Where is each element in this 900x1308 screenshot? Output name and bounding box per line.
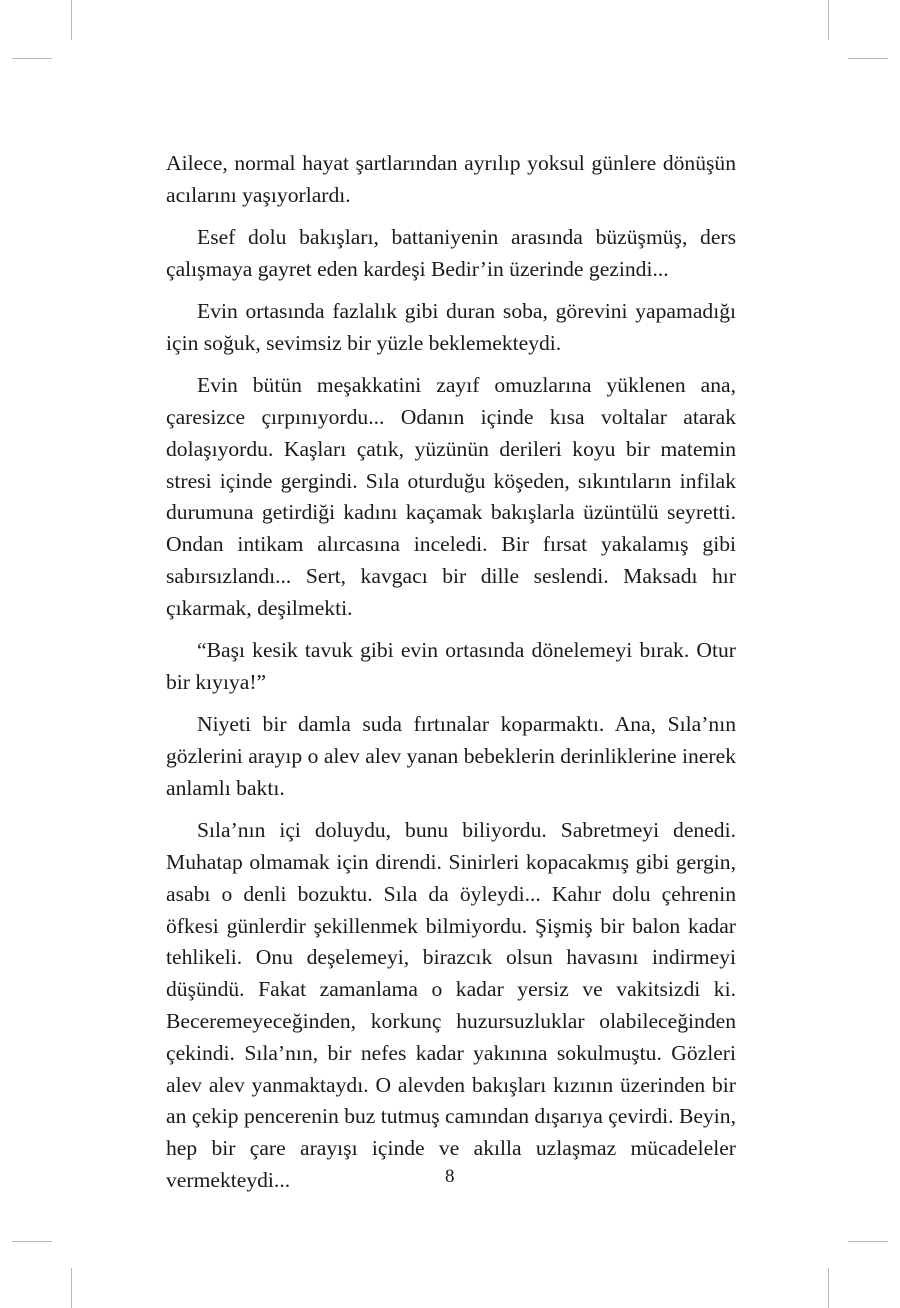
paragraph-4: Evin bütün meşakkatini zayıf omuzlarına yüklenen ana, çaresizce çırpınıyordu... Odanın içinde kısa voltalar atarak dolaşıyordu. Kaşları çatık, yüzünün derileri koyu bir matemin stresi içinde gergindi. Sıla oturduğu köşeden, sıkıntıların infilak durumuna getirdiği kadını kaçamak bakışlarla üzüntülü seyretti. Ondan intikam alırcasına inceledi. Bir fırsat yakalamış gibi sabırsızlandı... Sert, kavgacı bir dille seslendi. Maksadı hır çıkarmak, deşilmekti. [166,373,736,620]
paragraph-1: Ailece, normal hayat şartlarından ayrılıp yoksul günlere dönüşün acılarını yaşıyorlardı. [166,151,736,207]
paragraph-3: Evin ortasında fazlalık gibi duran soba, görevini yapamadığı için soğuk, sevimsiz bir yüzle beklemekteydi. [166,299,736,355]
crop-mark-top-right-h [848,58,888,59]
page-number: 8 [445,1166,455,1187]
crop-mark-top-left [71,0,72,40]
paragraph-5: “Başı kesik tavuk gibi evin ortasında dönelemeyi bırak. Otur bir kıyıya!” [166,638,736,694]
crop-mark-top-right [828,0,829,40]
body-text [166,148,736,1207]
paragraph-2: Esef dolu bakışları, battaniyenin arasında büzüşmüş, ders çalışmaya gayret eden kardeşi Bedir’in üzerinde gezindi... [166,225,736,281]
crop-mark-bottom-right [828,1268,829,1308]
crop-mark-top-left-h [12,58,52,59]
crop-mark-bottom-right-h [848,1241,888,1242]
crop-mark-bottom-left-h [12,1241,52,1242]
paragraph-7: Sıla’nın içi doluydu, bunu biliyordu. Sabretmeyi denedi. Muhatap olmamak için direndi. Sinirleri kopacakmış gibi gergin, asabı o denli bozuktu. Sıla da öyleydi... Kahır dolu çehrenin öfkesi günlerdir şekillenmek bilmiyordu. Şişmiş bir balon kadar tehlikeli. Onu deşelemeyi, birazcık olsun havasını indirmeyi düşündü. Fakat zamanlama o kadar yersiz ve vakitsizdi ki. Beceremeyeceğinden, korkunç huzursuzluklar olabileceğinden çekindi. Sıla’nın, bir nefes kadar yakınına sokulmuştu. Gözleri alev alev yanmaktaydı. O alevden bakışları kızının üzerinden bir an çekip pencerenin buz tutmuş camından dışarıya çevirdi. Beyin, hep bir çare arayışı içinde ve akılla uzlaşmaz mücadeleler vermekteydi... [166,818,736,1192]
paragraph-6: Niyeti bir damla suda fırtınalar koparmaktı. Ana, Sıla’nın gözlerini arayıp o alev alev yanan bebeklerin derinliklerine inerek anlamlı baktı. [166,712,736,800]
crop-mark-bottom-left [71,1268,72,1308]
